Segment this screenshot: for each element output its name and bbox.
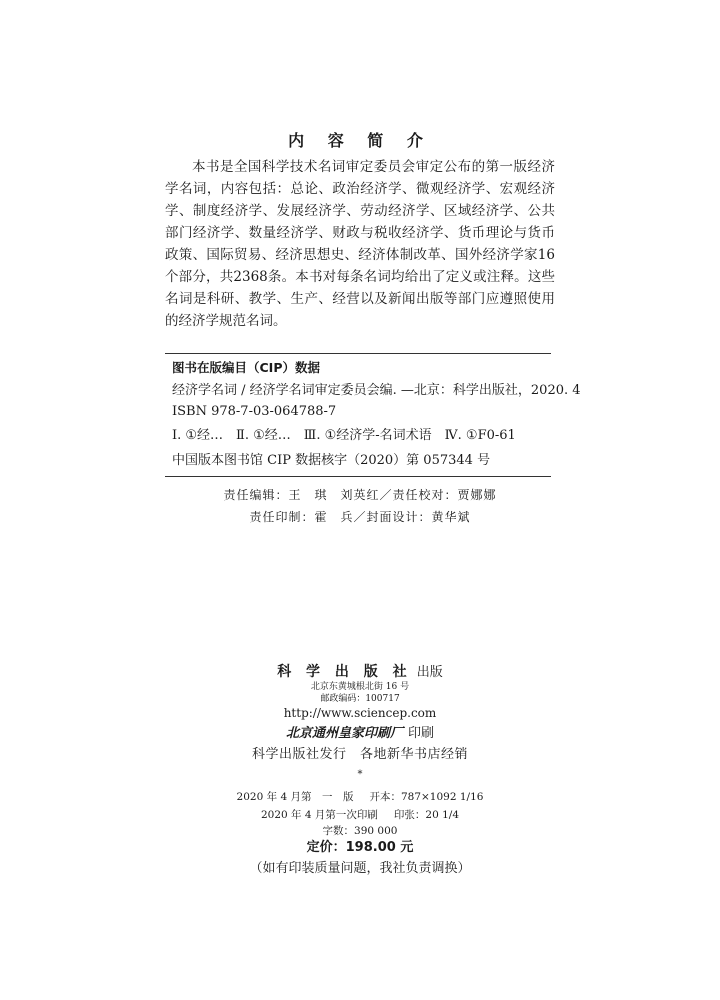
cip-heading: 图书在版编目（CIP）数据 <box>172 360 320 375</box>
spec-edition-line <box>0 787 720 807</box>
publisher-name: 科 学 出 版 社 <box>277 664 412 680</box>
cip-top-rule <box>165 353 551 354</box>
printer-line <box>0 722 720 744</box>
credits-editors: 责任编辑：王 琪 刘英红／责任校对：贾娜娜 <box>223 488 497 502</box>
cip-bottom-rule <box>165 476 551 477</box>
spec-printing: 2020 年 4 月第一次印刷 <box>260 809 378 821</box>
spec-format: 开本：787×1092 1/16 <box>369 791 484 803</box>
publisher-postcode: 邮政编码：100717 <box>320 694 400 704</box>
publisher-url: http://www.sciencep.com <box>283 706 437 720</box>
publisher-address: 北京东黄城根北街 16 号 <box>310 682 410 692</box>
spec-words: 字数：390 000 <box>322 825 398 837</box>
intro-body: 本书是全国科学技术名词审定委员会审定公布的第一版经济学名词，内容包括：总论、政治经济学、微观经济学、宏观经济学、制度经济学、发展经济学、劳动经济学、区域经济学、公共部门经济学、数量经济学、财政与税收经济学、货币理论与货币政策、国际贸易、经济思想史、经济体制改革、国外经济学家16个部分，共2368条。本书对每条名词均给出了定义或注释。这些名词是科研、教学、生产、经营以及新闻出版等部门应遵照使用的经济学规范名词。 <box>165 159 555 329</box>
spec-sheets: 印张：20 1/4 <box>393 809 460 821</box>
intro-title: 内 容 简 介 <box>288 131 432 150</box>
credits-production: 责任印制：霍 兵／封面设计：黄华斌 <box>249 510 471 524</box>
spec-edition: 2020 年 4 月第 一 版 <box>236 791 354 803</box>
cip-title-line: 经济学名词 / 经济学名词审定委员会编. —北京：科学出版社，2020. 4 <box>172 383 581 398</box>
distribution-line: 科学出版社发行 各地新华书店经销 <box>251 747 468 762</box>
cip-classification: Ⅰ. ①经… Ⅱ. ①经… Ⅲ. ①经济学-名词术语 Ⅳ. ①F0-61 <box>172 428 516 443</box>
publisher-line <box>0 661 720 683</box>
publisher-suffix: 出版 <box>416 665 443 680</box>
separator-star: * <box>357 769 363 780</box>
printer-name: 北京通州皇家印刷厂 <box>285 726 403 741</box>
quality-notice: （如有印装质量问题，我社负责调换） <box>249 861 471 876</box>
printer-suffix: 印刷 <box>408 726 435 741</box>
price: 定价：198.00 元 <box>306 840 414 855</box>
cip-library-number: 中国版本图书馆 CIP 数据核字（2020）第 057344 号 <box>172 453 491 468</box>
cip-isbn: ISBN 978-7-03-064788-7 <box>172 404 337 419</box>
